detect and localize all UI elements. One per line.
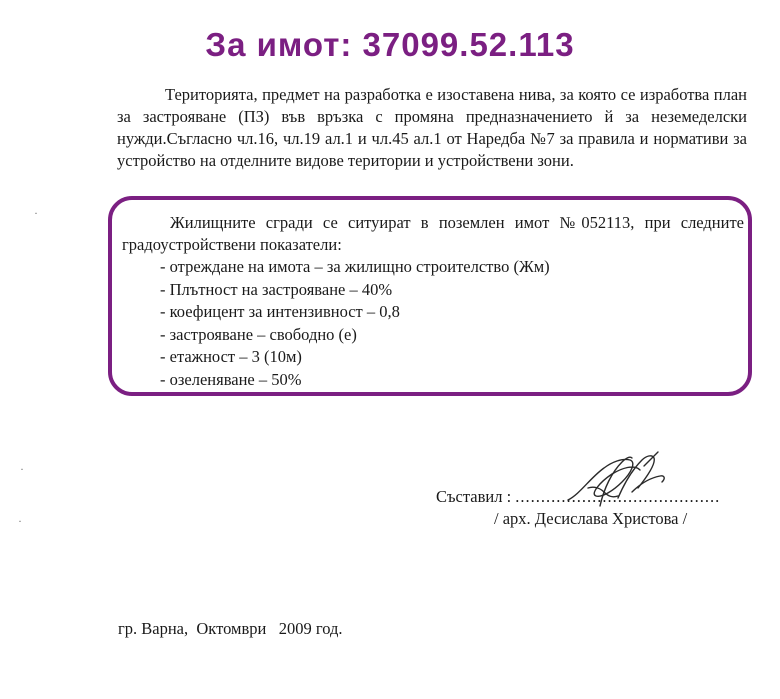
page-title: За имот: 37099.52.113 (205, 26, 575, 63)
indicators-list (160, 256, 550, 391)
scan-speck: · (18, 514, 22, 528)
author-name: / арх. Десислава Христова / (494, 509, 688, 528)
intro-paragraph (117, 84, 747, 172)
indicators-lead (122, 212, 744, 256)
place-date-footer: гр. Варна, Октомври 2009 год. (118, 619, 343, 638)
list-item: - озеленяване – 50% (160, 369, 302, 389)
compiled-label: Съставил : (436, 487, 512, 506)
list-item: - етажност – 3 (10м) (160, 347, 302, 366)
scan-speck: · (20, 462, 24, 476)
indicators-lead-text: Жилищните сгради се ситуират в поземлен имот №052113, при следните градоустройствени показатели: (122, 213, 744, 254)
signature-dots: ........................................ (515, 487, 721, 506)
list-item: - отреждане на имота – за жилищно строителство (Жм) (160, 257, 550, 276)
list-item: - Плътност на застрояване – 40% (160, 279, 393, 299)
intro-text: Територията, предмет на разработка е изоставена нива, за която се изработва план за застрояване (ПЗ) във връзка с промяна предназначениeто й за неземеделски нужди.Съгласно чл.16, чл.19 ал.1 и чл.45 ал.1 от Наредба №7 за правила и нормативи за устройство на отделните видове територии и устройствени зони. (117, 85, 747, 170)
list-item: - коефицент за интензивност – 0,8 (160, 302, 400, 321)
list-item: - застрояване – свободно (е) (160, 324, 357, 344)
scan-speck: · (34, 206, 38, 220)
